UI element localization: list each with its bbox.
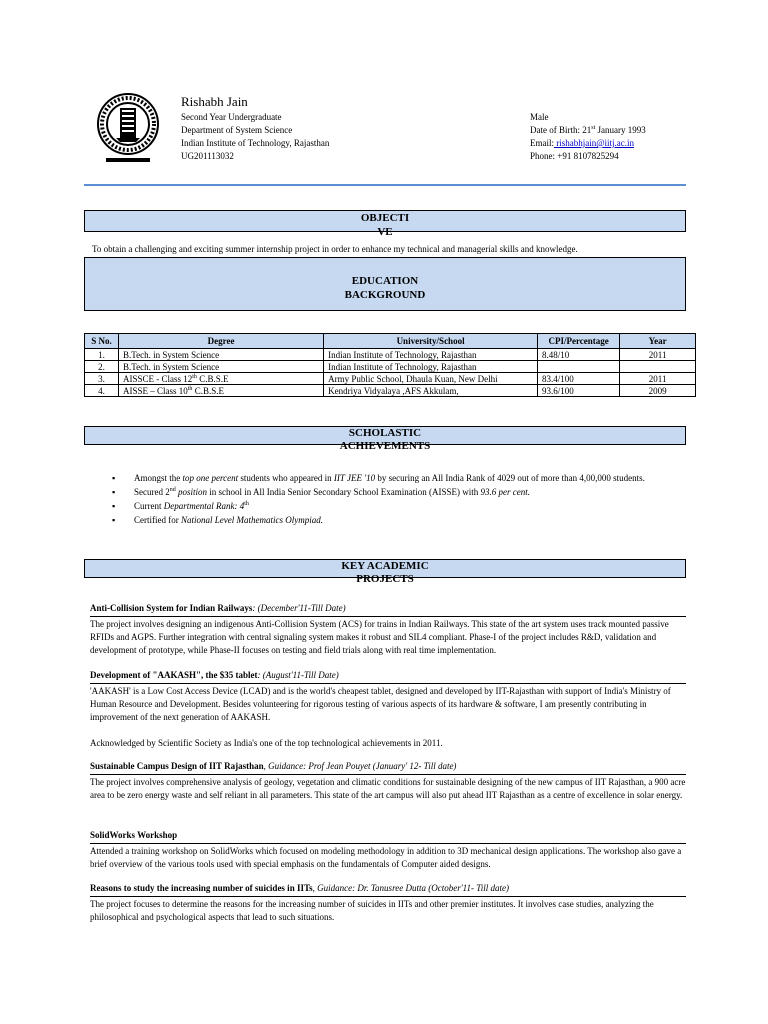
project-item (90, 602, 686, 657)
list-item: ▪ Secured 2nd position in school in All India Senior Secondary School Examination (AISSE) with 93.6 per cent. (112, 487, 530, 497)
project-item (90, 760, 686, 802)
institute-logo (96, 92, 160, 170)
email-line: Email: rishabhjain@iitj.ac.in (530, 138, 635, 148)
list-item: ▪ Amongst the top one percent students who appeared in IIT JEE '10 by securing an All India Rank of 4029 out of more than 4,00,000 students. (112, 473, 645, 483)
project-item (90, 669, 686, 750)
col-year: Year (620, 334, 696, 349)
year-of-study: Second Year Undergraduate (181, 112, 282, 122)
email-link[interactable]: rishabhjain@iitj.ac.in (554, 138, 635, 148)
institute: Indian Institute of Technology, Rajasthan (181, 138, 330, 148)
education-table (84, 333, 696, 397)
table-row: 1. B.Tech. in System Science Indian Institute of Technology, Rajasthan 8.48/10 2011 (85, 349, 696, 361)
col-school: University/School (324, 334, 538, 349)
project-item (90, 829, 686, 871)
table-row: 4. AISSE – Class 10th C.B.S.E Kendriya Vidyalaya ,AFS Akkulam, 93.6/100 2009 (85, 385, 696, 397)
phone: Phone: +91 8107825294 (530, 151, 619, 161)
department: Department of System Science (181, 125, 293, 135)
right-info-block (530, 111, 646, 163)
candidate-name: Rishabh Jain (181, 94, 248, 109)
project-item (90, 882, 686, 924)
objective-text: To obtain a challenging and exciting summer internship project in order to enhance my technical and managerial skills and knowledge. (92, 244, 578, 254)
gender: Male (530, 112, 549, 122)
list-item: ▪ Certified for National Level Mathematics Olympiad. (112, 515, 323, 525)
project-description: The project involves designing an indigenous Anti-Collision System (ACS) for trains in Indian Railways. This state of the art system uses track mounted passive RFIDs and AGPS. Further integration with central signaling system makes it robust and SIL4 compliant. Phase-I of the project includes R&D, validation and development of prototype, while Phase-II focuses on testing and field trials along with real time implementation. (90, 619, 669, 655)
project-title: Sustainable Campus Design of IIT Rajasthan, Guidance: Prof Jean Pouyet (January' 12- Till date) (90, 760, 686, 775)
objective-heading: OBJECTI VE (84, 210, 686, 232)
table-row: 3. AISSCE - Class 12th C.B.S.E Army Public School, Dhaula Kuan, New Delhi 83.4/100 2011 (85, 373, 696, 385)
col-cpi: CPI/Percentage (538, 334, 620, 349)
project-description: The project focuses to determine the reasons for the increasing number of suicides in IITs and other premier institutes. It involves case studies, analyzing the philosophical and psychological aspects that lead to such situations. (90, 899, 654, 922)
bullet-icon: ▪ (112, 487, 116, 497)
project-description: Attended a training workshop on SolidWorks which focused on modeling methodology in addition to 3D mechanical design applications. The workshop also gave a brief overview of the various tools used with special emphasis on the fundamentals of Computer aided designs. (90, 846, 682, 869)
bullet-icon: ▪ (112, 515, 116, 525)
roll-number: UG201113032 (181, 151, 234, 161)
achievements-heading: SCHOLASTIC ACHIEVEMENTS (84, 426, 686, 445)
project-note: Acknowledged by Scientific Society as India's one of the top technological achievements in 2011. (90, 738, 443, 748)
project-title: Development of "AAKASH", the $35 tablet: (August'11-Till Date) (90, 669, 686, 684)
table-row: 2. B.Tech. in System Science Indian Institute of Technology, Rajasthan (85, 361, 696, 373)
project-title: Reasons to study the increasing number of suicides in IITs, Guidance: Dr. Tanusree Dutta (October'11- Till date) (90, 882, 686, 897)
project-title: SolidWorks Workshop (90, 829, 686, 844)
table-header-row (85, 334, 696, 349)
education-heading: EDUCATION BACKGROUND (84, 257, 686, 311)
achievements-list (110, 472, 650, 528)
bullet-icon: ▪ (112, 501, 116, 511)
project-description: The project involves comprehensive analysis of geology, vegetation and climatic conditions for sustainable designing of the new campus of IIT Rajasthan, a 900 acre area to be zero energy waste and self reliant in all parameters. This state of the art campus will also put ahead IIT Rajasthan as a centre of excellence in solar energy. (90, 777, 686, 800)
left-info-block (181, 111, 329, 163)
date-of-birth: Date of Birth: 21st January 1993 (530, 125, 646, 135)
list-item: ▪ Current Departmental Rank: 4th (112, 501, 249, 511)
project-title: Anti-Collision System for Indian Railways: (December'11-Till Date) (90, 602, 686, 617)
col-sno: S No. (85, 334, 119, 349)
header-divider (84, 184, 686, 186)
project-description: 'AAKASH' is a Low Cost Access Device (LCAD) and is the world's cheapest tablet, designed and developed by IIT-Rajasthan with support of India's Ministry of Human Resource and Development. Besides volunteering for rigorous testing of various aspects of its hardware & software, I am presently contributing in improvement of the next generation of AAKASH. (90, 686, 671, 722)
projects-heading: KEY ACADEMIC PROJECTS (84, 559, 686, 578)
bullet-icon: ▪ (112, 473, 116, 483)
col-degree: Degree (119, 334, 324, 349)
